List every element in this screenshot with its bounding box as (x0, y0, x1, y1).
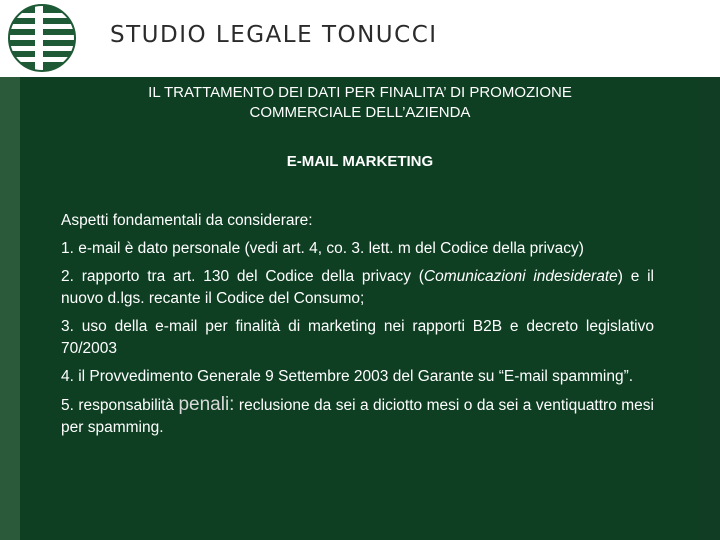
list-item-1: 1. e-mail è dato personale (vedi art. 4, co. 3. lett. m del Codice della privacy) (61, 240, 584, 257)
list-item-4: 4. il Provvedimento Generale 9 Settembre 2003 del Garante su “E-mail spamming”. (61, 368, 634, 385)
item-5-highlight: penali: (178, 394, 235, 415)
list-item-5 (61, 394, 654, 439)
intro-text: Aspetti fondamentali da considerare: (61, 212, 313, 229)
item-2-italic-text: Comunicazioni indesiderate (423, 268, 618, 285)
slide-title (20, 83, 700, 123)
item-2-text-start: 2. rapporto tra art. 130 del Codice della privacy ( (61, 268, 424, 285)
list-item-2 (61, 266, 654, 310)
list-item-3: 3. uso della e-mail per finalità di marketing nei rapporti B2B e decreto legislativo 70/2003 (61, 318, 654, 357)
slide-body (61, 210, 654, 445)
item-5-text-start: 5. responsabilità (61, 397, 179, 414)
item-5-text-end: reclusione da sei a diciotto mesi o da sei a ventiquattro mesi per spamming. (61, 397, 654, 436)
item-2-text-end: ) e il nuovo d.lgs. recante il Codice del Consumo; (61, 268, 654, 307)
side-band (0, 77, 20, 540)
title-line-1: IL TRATTAMENTO DEI DATI PER FINALITA’ DI PROMOZIONE (148, 84, 572, 101)
title-line-2: COMMERCIALE DELL’AZIENDA (249, 104, 471, 121)
header-bar (0, 0, 720, 77)
firm-logo-icon (8, 4, 76, 72)
firm-name: STUDIO LEGALE TONUCCI (110, 22, 438, 48)
slide-subtitle: E-MAIL MARKETING (286, 153, 434, 170)
